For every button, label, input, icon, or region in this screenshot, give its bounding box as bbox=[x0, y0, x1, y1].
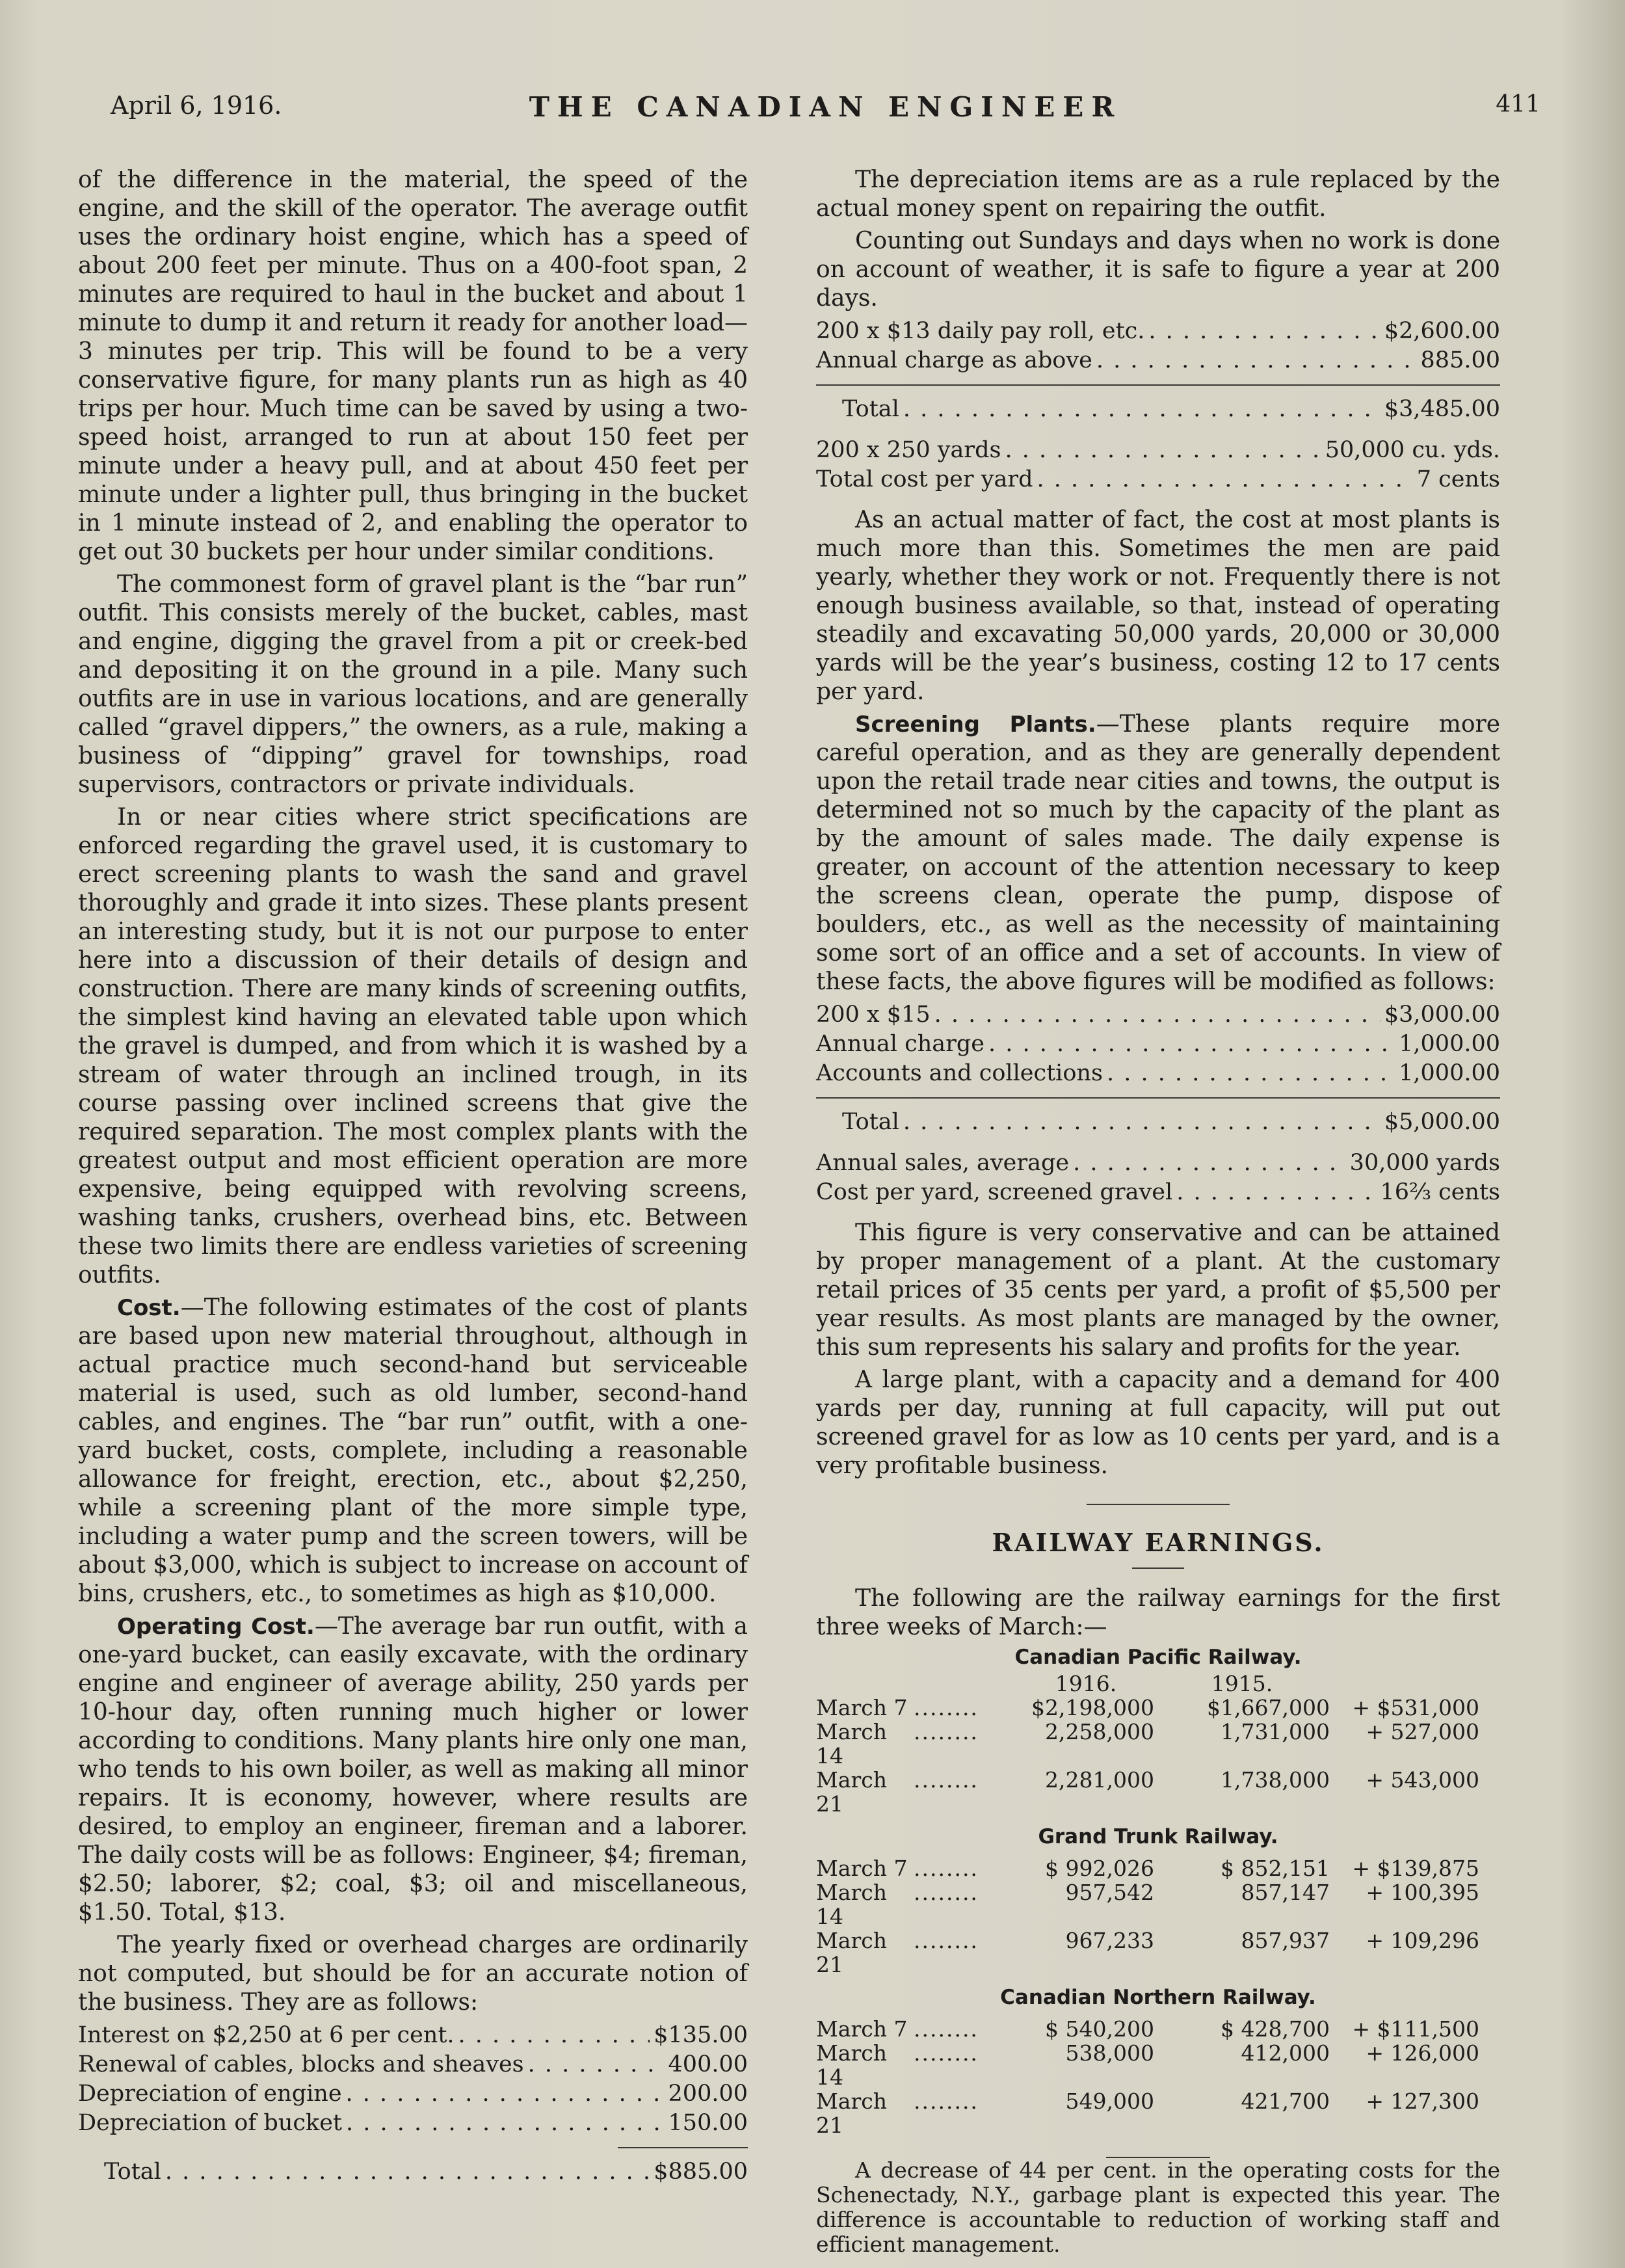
ledger-row: Cost per yard, screened gravel . . . 16⅔ cents bbox=[816, 1178, 1500, 1207]
title-rule bbox=[1132, 1568, 1184, 1569]
ledger-row: Annual charge as above . . . 885.00 bbox=[816, 346, 1500, 375]
ledger-total-row: Total . . . $3,485.00 bbox=[816, 395, 1500, 424]
railway-earnings-title: RAILWAY EARNINGS. bbox=[992, 1528, 1325, 1557]
publication-title: THE CANADIAN ENGINEER bbox=[529, 91, 1122, 123]
earnings-row: March 7 ........ $ 992,026 $ 852,151 + $139,875 bbox=[816, 1856, 1479, 1881]
fixed-charges-table bbox=[78, 2021, 748, 2187]
earnings-row: March 7 ........ $ 540,200 $ 428,700 + $111,500 bbox=[816, 2016, 1479, 2042]
paragraph-text: —The average bar run outfit, with a one-yard bucket, can easily excavate, with the ordinary engine and engineer of average ability, 250 yards per 10-hour day, often running much higher or lower according to conditions. Many plants hire only one man, who tends to his own boiler, as well as making all minor repairs. It is economy, however, where results are desired, to employ an engineer, fireman and a laborer. The daily costs will be as follows: Engineer, $4; fireman, $2.50; laborer, $2; coal, $3; oil and miscellaneous, $1.50. Total, $13. bbox=[78, 1613, 748, 1926]
paragraph-screening-plants bbox=[816, 710, 1500, 996]
paragraph-text: —These plants require more careful operation, and as they are generally dependent upon the retail trade near cities and towns, the output is determined not so much by the capacity of the plant as by the amount of sales made. The daily expense is greater, on account of the attention necessary to keep the screens clean, operate the pump, dispose of boulders, etc., as well as the necessity of maintaining some sort of an office and a set of accounts. In view of these facts, the above figures will be modified as follows: bbox=[816, 711, 1500, 995]
issue-date: April 6, 1916. bbox=[111, 91, 282, 120]
left-column bbox=[78, 166, 748, 2187]
section-heading: Cost. bbox=[117, 1295, 181, 1321]
year-label: 1916. bbox=[1055, 1671, 1117, 1696]
paragraph: As an actual matter of fact, the cost at most plants is much more than this. Sometimes the men are paid yearly, whether they work or not. Frequently there is not enough business available, so that, instead of operating steadily and excavating 50,000 yards, 20,000 or 30,000 yards will be the year’s business, costing 12 to 17 cents per yard. bbox=[816, 507, 1500, 705]
ledger-row: Total cost per yard . . . 7 cents bbox=[816, 465, 1500, 494]
ledger-row: 200 x $15 . . . $3,000.00 bbox=[816, 1000, 1500, 1030]
paragraph: The yearly fixed or overhead charges are ordinarily not computed, but should be for an accurate notion of the business. They are as follows: bbox=[78, 1932, 748, 2016]
page-header bbox=[111, 91, 1540, 130]
ledger-row: Depreciation of bucket . . . 150.00 bbox=[78, 2109, 748, 2138]
ledger-row: Annual charge . . . 1,000.00 bbox=[816, 1030, 1500, 1059]
company-name: Canadian Pacific Railway. bbox=[1014, 1646, 1302, 1669]
paragraph: Counting out Sundays and days when no work is done on account of weather, it is safe to figure a year at 200 days. bbox=[816, 228, 1500, 312]
paragraph: The depreciation items are as a rule replaced by the actual money spent on repairing the outfit. bbox=[816, 167, 1500, 222]
ledger-row: Interest on $2,250 at 6 per cent. . . . $135.00 bbox=[78, 2021, 748, 2050]
total-rule bbox=[816, 1097, 1500, 1099]
paragraph-text: —The following estimates of the cost of plants are based upon new material throughout, although in actual practice much second-hand but serviceable material is used, such as old lumber, second-hand cables, and engines. The “bar run” outfit, with a one-yard bucket, costs, complete, including a reasonable allowance for freight, erection, etc., about $2,250, while a screening plant of the more simple type, including a water pump and the screen towers, will be about $3,000, which is subject to increase on account of bins, crushers, etc., to sometimes as high as $10,000. bbox=[78, 1294, 748, 1607]
section-heading: Screening Plants. bbox=[855, 712, 1096, 738]
year-header-row bbox=[816, 1672, 1500, 1696]
earnings-row: March 14 ........ 2,258,000 1,731,000 + 527,000 bbox=[816, 1719, 1479, 1768]
ledger-row: Depreciation of engine . . . 200.00 bbox=[78, 2079, 748, 2109]
paragraph-cost bbox=[78, 1294, 748, 1608]
ledger-row: Renewal of cables, blocks and sheaves . . . 400.00 bbox=[78, 2050, 748, 2079]
page-number: 411 bbox=[1496, 91, 1540, 118]
ledger-total-row: Total . . . $5,000.00 bbox=[816, 1108, 1500, 1137]
earnings-row: March 21 ........ 549,000 421,700 + 127,300 bbox=[816, 2088, 1479, 2138]
earnings-row: March 14 ........ 538,000 412,000 + 126,000 bbox=[816, 2040, 1479, 2090]
paragraph: In or near cities where strict specifications are enforced regarding the gravel used, it is customary to erect screening plants to wash the sand and gravel thoroughly and grade it into sizes. These plants present an interesting study, but it is not our purpose to enter here into a discussion of their details of design and construction. There are many kinds of screening outfits, the simplest kind having an elevated table upon which the gravel is dumped, and from which it is washed by a stream of water through an inclined trough, in its course passing over inclined screens that give the required separation. The most complex plants with the greatest output and most efficient operation are more expensive, being equipped with revolving screens, washing tanks, crushers, overhead bins, etc. Between these two limits there are endless varieties of screening outfits. bbox=[78, 804, 748, 1288]
paragraph-operating-cost bbox=[78, 1612, 748, 1927]
total-rule bbox=[816, 384, 1500, 386]
earnings-row: March 14 ........ 957,542 857,147 + 100,395 bbox=[816, 1880, 1479, 1929]
ledger-row: Annual sales, average . . . 30,000 yards bbox=[816, 1149, 1500, 1178]
ledger-screening-costs bbox=[816, 1000, 1500, 1207]
year-label: 1915. bbox=[1211, 1671, 1273, 1696]
paragraph: A large plant, with a capacity and a demand for 400 yards per day, running at full capacity, will put out screened gravel for as low as 10 cents per yard, and is a very profitable business. bbox=[816, 1367, 1500, 1479]
total-rule bbox=[618, 2147, 748, 2148]
paragraph: The commonest form of gravel plant is the “bar run” outfit. This consists merely of the bucket, cables, mast and engine, digging the gravel from a pit or creek-bed and depositing it on the ground in a pile. Many such outfits are in use in various locations, and are generally called “gravel dippers,” the owners, as a rule, making a business of “dipping” gravel for townships, road supervisors, contractors or private individuals. bbox=[78, 571, 748, 798]
news-item: A decrease of 44 per cent. in the operating costs for the Schenectady, N.Y., garbage plant is expected this year. The difference is accountable to reduction of working staff and efficient management. bbox=[816, 2157, 1500, 2257]
ledger-daily-costs bbox=[816, 317, 1500, 494]
ledger-total-row: Total . . . $885.00 bbox=[78, 2157, 748, 2187]
company-name: Grand Trunk Railway. bbox=[1038, 1825, 1278, 1848]
earnings-row: March 7 ........ $2,198,000 $1,667,000 + $531,000 bbox=[816, 1695, 1479, 1720]
section-divider bbox=[1087, 1504, 1230, 1505]
section-heading: Operating Cost. bbox=[117, 1614, 315, 1640]
earnings-row: March 21 ........ 2,281,000 1,738,000 + 543,000 bbox=[816, 1767, 1479, 1817]
earnings-row: March 21 ........ 967,233 857,937 + 109,296 bbox=[816, 1928, 1479, 1977]
ledger-row: 200 x 250 yards . . . 50,000 cu. yds. bbox=[816, 436, 1500, 465]
railway-intro: The following are the railway earnings for the first three weeks of March:— bbox=[816, 1585, 1500, 1640]
company-name: Canadian Northern Railway. bbox=[1000, 1986, 1316, 2009]
ledger-row: Accounts and collections . . . 1,000.00 bbox=[816, 1059, 1500, 1088]
paragraph: This figure is very conservative and can be attained by proper management of a plant. At the customary retail prices of 35 cents per yard, a profit of $5,500 per year results. As most plants are managed by the owner, this sum represents his salary and profits for the year. bbox=[816, 1220, 1500, 1361]
railway-earnings-section bbox=[816, 1528, 1500, 2158]
paragraph: of the difference in the material, the speed of the engine, and the skill of the operator. The average outfit uses the ordinary hoist engine, which has a speed of about 200 feet per minute. Thus on a 400-foot span, 2 minutes are required to haul in the bucket and about 1 minute to dump it and return it ready for another load—3 minutes per trip. This will be found to be a very conservative figure, for many plants run as high as 40 trips per hour. Much time can be saved by using a two-speed hoist, arranged to run at about 150 feet per minute under a heavy pull, and at about 450 feet per minute under a lighter pull, thus bringing in the bucket in 1 minute instead of 2, and enabling the operator to get out 30 buckets per hour under similar conditions. bbox=[78, 167, 748, 565]
ledger-row: 200 x $13 daily pay roll, etc. . . . $2,600.00 bbox=[816, 317, 1500, 346]
right-column bbox=[816, 166, 1500, 2261]
